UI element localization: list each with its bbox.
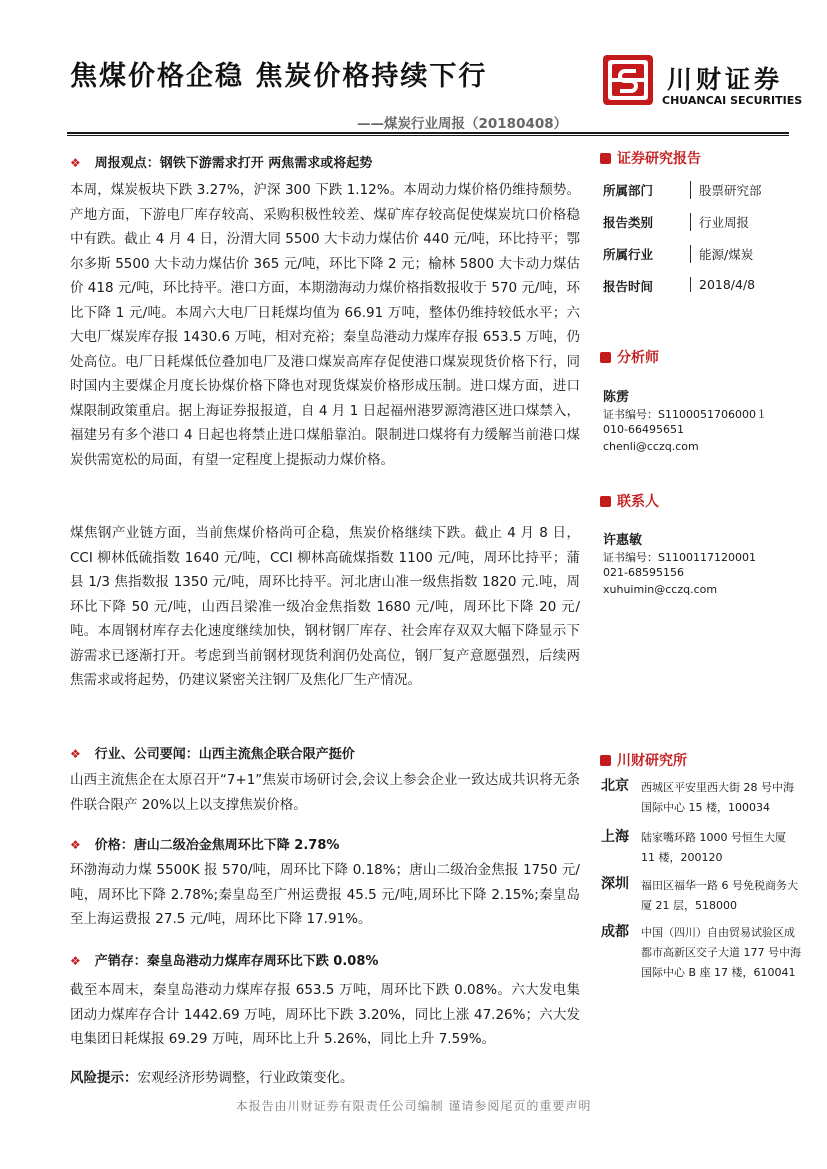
report-label-date: 报告时间 (603, 279, 654, 294)
diamond-icon: ❖ (70, 954, 81, 968)
office-address-beijing: 西城区平安里西大街 28 号中海国际中心 15 楼，100034 (641, 781, 794, 814)
section-heading-weekly-view: ❖ 周报观点：钢铁下游需求打开 两焦需求或将起势 (70, 156, 373, 171)
header-divider (67, 132, 789, 134)
analyst-phone: 010-66495651 (603, 423, 684, 436)
square-bullet-icon (600, 496, 611, 507)
report-value-department: 股票研究部 (690, 181, 762, 199)
report-value-date: 2018/4/8 (690, 277, 755, 292)
square-bullet-icon (600, 352, 611, 363)
paragraph-inventory: 截至本周末，秦皇岛港动力煤库存报 653.5 万吨，周环比下跌 0.08%。六大发电集团动力煤库存合计 1442.69 万吨，周环比下跌 3.20%，同比上涨 47.26%；六大发电集团日耗煤报 69.29 万吨，周环比上升 5.26%，同比上升 7.59%。 (70, 982, 580, 1047)
office-address-chengdu: 中国（四川）自由贸易试验区成都市高新区交子大道 177 号中海国际中心 B 座 17 楼，610041 (641, 926, 801, 979)
contact-email[interactable]: xuhuimin@cczq.com (603, 583, 718, 596)
report-label-department: 所属部门 (603, 183, 654, 198)
sidebar-heading-contact: 联系人 (600, 491, 659, 511)
office-city-shenzhen: 深圳 (601, 876, 629, 892)
section-heading-industry-news: ❖ 行业、公司要闻：山西主流焦企联合限产挺价 (70, 747, 355, 762)
risk-notice (70, 1066, 354, 1086)
analyst-name: 陈雳 (603, 390, 630, 405)
contact-cert: 证书编号：S1100117120001 (603, 551, 756, 564)
brand-name: 川财证券 (667, 65, 784, 94)
page-footer-disclaimer: 本报告由川财证券有限责任公司编制 谨请参阅尾页的重要声明 (235, 1099, 592, 1113)
diamond-icon: ❖ (70, 838, 81, 852)
office-city-chengdu: 成都 (601, 924, 629, 940)
page-title: 焦煤价格企稳 焦炭价格持续下行 (70, 61, 488, 92)
sidebar-heading-report: 证券研究报告 (600, 148, 701, 168)
diamond-icon: ❖ (70, 747, 81, 761)
contact-phone: 021-68595156 (603, 566, 684, 579)
diamond-icon: ❖ (70, 156, 81, 170)
risk-label: 风险提示： (70, 1070, 138, 1086)
square-bullet-icon (600, 755, 611, 766)
contact-name: 许惠敏 (603, 533, 643, 548)
section-heading-inventory: ❖ 产销存：秦皇岛港动力煤库存周环比下跌 0.08% (70, 954, 379, 969)
sidebar-heading-analyst: 分析师 (600, 347, 659, 367)
section-heading-prices: ❖ 价格：唐山二级冶金焦周环比下降 2.78% (70, 838, 340, 853)
report-label-category: 报告类别 (603, 215, 654, 230)
report-value-category: 行业周报 (690, 213, 749, 231)
brand-logo-icon (603, 55, 653, 105)
report-value-industry: 能源/煤炭 (690, 245, 753, 263)
paragraph-thermal-coal: 本周，煤炭板块下跌 3.27%，沪深 300 下跌 1.12%。本周动力煤价格仍维持颓势。产地方面，下游电厂库存较高、采购积极性较差、煤矿库存较高促使煤炭坑口价格稳中有跌。截止 4 月 4 日，汾渭大同 5500 大卡动力煤估价 440 元/吨，环比持平；鄂尔多斯 5500 大卡动力煤估价 365 元/吨，环比下降 2 元；榆林 5800 大卡动力煤估价 418 元/吨，环比持平。港口方面，本期渤海动力煤价格指数报收于 570 元/吨，环比下降 1 元/吨。本周六大电厂日耗煤均值为 66.91 万吨，整体仍维持较低水平；六大电厂煤炭库存报 1430.6 万吨，相对充裕；秦皇岛港动力煤库存报 653.5 万吨，仍处高位。电厂日耗煤低位叠加电厂及港口煤炭高库存促使港口煤炭现货价格下行，同时国内主要煤企月度长协煤价格下降也对现货煤炭价格形成压制。进口煤方面，进口煤限制政策重启。据上海证券报报道，自 4 月 1 日起福州港罗源湾港区进口煤禁入，福建另有多个港口 4 日起也将禁止进口煤船靠泊。限制进口煤将有力缓解当前港口煤炭供需宽松的局面，有望一定程度上提振动力煤价格。 (70, 182, 580, 468)
sidebar-heading-institute: 川财研究所 (600, 750, 687, 770)
analyst-email[interactable]: chenli@cczq.com (603, 440, 699, 453)
header-divider-thin (67, 135, 789, 136)
brand-name-english: CHUANCAI SECURITIES (662, 94, 803, 107)
office-address-shenzhen: 福田区福华一路 6 号免税商务大厦 21 层，518000 (641, 879, 798, 912)
analyst-cert: 证书编号：S1100051706000１ (603, 408, 767, 421)
office-city-beijing: 北京 (601, 778, 629, 794)
paragraph-industry-news: 山西主流焦企在太原召开“7+1”焦炭市场研讨会,会议上参会企业一致达成共识将无条件联合限产 20%以上以支撑焦炭价格。 (70, 772, 580, 813)
office-city-shanghai: 上海 (601, 829, 629, 845)
report-label-industry: 所属行业 (603, 247, 654, 262)
paragraph-prices: 环渤海动力煤 5500K 报 570/吨，周环比下降 0.18%；唐山二级冶金焦报 1750 元/吨，周环比下降 2.78%;秦皇岛至广州运费报 45.5 元/吨,周环比下降 2.15%;秦皇岛至上海运费报 27.5 元/吨，周环比下降 17.91%。 (70, 862, 580, 927)
square-bullet-icon (600, 153, 611, 164)
paragraph-coking-chain: 煤焦钢产业链方面，当前焦煤价格尚可企稳，焦炭价格继续下跌。截止 4 月 8 日，CCI 柳林低硫指数 1640 元/吨，CCI 柳林高硫煤指数 1100 元/吨，周环比持平；蒲县 1/3 焦指数报 1350 元/吨，周环比持平。河北唐山准一级焦指数 1820 元.吨，周环比下降 50 元/吨，山西吕梁准一级冶金焦指数 1680 元/吨，周环比下降 20 元/吨。本周钢材库存去化速度继续加快，钢材钢厂库存、社会库存双双大幅下降显示下游需求已逐渐打开。考虑到当前钢材现货利润仍处高位，钢厂复产意愿强烈，后续两焦需求或将起势，仍建议紧密关注钢厂及焦化厂生产情况。 (70, 525, 580, 688)
page-subtitle: ——煤炭行业周报（20180408） (357, 116, 568, 132)
risk-text: 宏观经济形势调整，行业政策变化。 (137, 1070, 354, 1086)
office-address-shanghai: 陆家嘴环路 1000 号恒生大厦 11 楼，200120 (641, 831, 786, 864)
